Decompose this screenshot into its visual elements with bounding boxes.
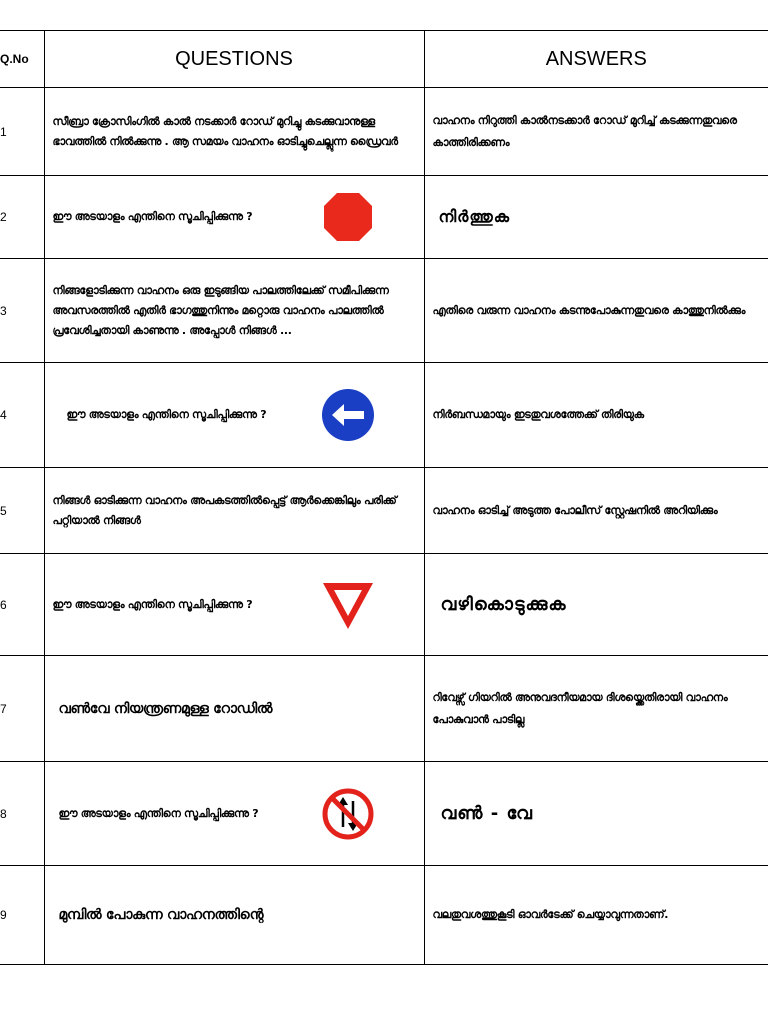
- row-number: 7: [0, 656, 44, 762]
- table-row: [0, 363, 768, 468]
- table-row: [0, 259, 768, 363]
- question-cell: [44, 866, 424, 965]
- question-cell: [44, 259, 424, 363]
- answer-text: വഴികൊടുക്കുക: [440, 593, 567, 615]
- question-cell: [44, 656, 424, 762]
- answer-text: വാഹനം നിറുത്തി കാൽനടക്കാർ റോഡ് മുറിച്ച് കടക്കുന്നതുവരെ കാത്തിരിക്കണം: [432, 113, 737, 149]
- answer-cell: [424, 656, 768, 762]
- answer-cell: [424, 866, 768, 965]
- question-text: വൺവേ നിയന്ത്രണമുള്ള റോഡിൽ: [58, 700, 273, 717]
- answer-cell: [424, 363, 768, 468]
- question-text: ഈ അടയാളം എന്തിനെ സൂചിപ്പിക്കുന്നു ?: [52, 210, 253, 223]
- answer-text: വാഹനം ഓടിച്ച് അടുത്ത പോലീസ് സ്റ്റേഷനിൽ അറിയിക്കും: [432, 503, 718, 517]
- table-row: [0, 88, 768, 176]
- answer-text: എതിരെ വരുന്ന വാഹനം കടന്നുപോകുന്നതുവരെ കാത്തുനിൽക്കും: [432, 303, 746, 317]
- answer-text: നിർബന്ധമായും ഇടതുവശത്തേക്ക് തിരിയുക: [432, 408, 644, 421]
- question-text: നിങ്ങൾ ഓടിക്കുന്ന വാഹനം അപകടത്തിൽപ്പെട്ട് ആർക്കെങ്കിലും പരിക്ക് പറ്റിയാൽ നിങ്ങൾ: [52, 493, 397, 527]
- table-header-row: [0, 31, 768, 88]
- answer-cell: [424, 176, 768, 259]
- answer-text: നിർത്തുക: [438, 207, 511, 226]
- question-text: ഈ അടയാളം എന്തിനെ സൂചിപ്പിക്കുന്നു ?: [52, 597, 253, 611]
- row-number: 3: [0, 259, 44, 363]
- answer-text: വൺ - വേ: [440, 802, 533, 824]
- answer-cell: [424, 259, 768, 363]
- answer-cell: [424, 762, 768, 866]
- qno-header: Q.No: [0, 31, 44, 88]
- stop-sign-icon: [320, 189, 376, 245]
- table-row: [0, 762, 768, 866]
- row-number: 6: [0, 554, 44, 656]
- question-cell: [44, 88, 424, 176]
- table-row: [0, 554, 768, 656]
- table-row: [0, 866, 768, 965]
- question-cell: [44, 363, 424, 468]
- row-number: 2: [0, 176, 44, 259]
- row-number: 9: [0, 866, 44, 965]
- answer-cell: [424, 468, 768, 554]
- question-text: മുമ്പിൽ പോകുന്ന വാഹനത്തിന്റെ: [58, 907, 264, 923]
- question-cell: [44, 762, 424, 866]
- answer-text: വലതുവശത്തുകൂടി ഓവർടേക്ക് ചെയ്യാവുന്നതാണ്.: [432, 908, 669, 921]
- answer-cell: [424, 554, 768, 656]
- questions-header: QUESTIONS: [44, 31, 424, 88]
- no-two-way-sign-icon: [320, 786, 376, 842]
- answer-cell: [424, 88, 768, 176]
- table-row: [0, 656, 768, 762]
- turn-left-sign-icon: [320, 387, 376, 443]
- answer-text: റിവേഴ്സ് ഗിയറിൽ അനുവദനീയമായ ദിശയ്ക്കെതിരായി വാഹനം പോകുവാൻ പാടില്ല: [432, 690, 728, 726]
- row-number: 4: [0, 363, 44, 468]
- question-cell: [44, 554, 424, 656]
- qa-table: [0, 30, 768, 965]
- question-text: നിങ്ങളോടിക്കുന്ന വാഹനം ഒരു ഇടുങ്ങിയ പാലത്തിലേക്ക് സമീപിക്കുന്ന അവസരത്തിൽ എതിർ ഭാഗത്തുനിന്നും മറ്റൊരു വാഹനം പാലത്തിൽ പ്രവേശിച്ചതായി കാണുന്നു . അപ്പോൾ നിങ്ങൾ ...: [52, 283, 389, 337]
- row-number: 1: [0, 88, 44, 176]
- question-cell: [44, 468, 424, 554]
- question-text: ഈ അടയാളം എന്തിനെ സൂചിപ്പിക്കുന്നു ?: [58, 806, 259, 820]
- table-row: [0, 176, 768, 259]
- table-row: [0, 468, 768, 554]
- question-text: സീബ്രാ ക്രോസിംഗിൽ കാൽ നടക്കാർ റോഡ് മുറിച്ചു കടക്കുവാനുള്ള ഭാവത്തിൽ നിൽക്കുന്നു . ആ സമയം വാഹനം ഓടിച്ചുചെല്ലുന്ന ഡ്രൈവർ: [52, 114, 398, 148]
- answers-header: ANSWERS: [424, 31, 768, 88]
- row-number: 8: [0, 762, 44, 866]
- question-cell: [44, 176, 424, 259]
- question-text: ഈ അടയാളം എന്തിനെ സൂചിപ്പിക്കുന്നു ?: [66, 408, 267, 421]
- row-number: 5: [0, 468, 44, 554]
- give-way-sign-icon: [320, 577, 376, 633]
